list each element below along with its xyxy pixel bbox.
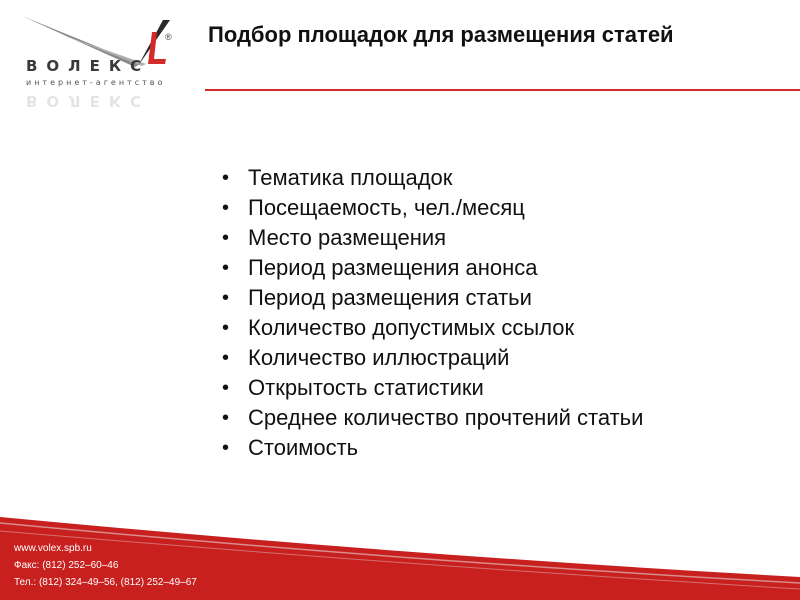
list-item-text: Тематика площадок <box>248 165 453 190</box>
list-item-text: Период размещения статьи <box>248 285 532 310</box>
criteria-list <box>222 163 643 463</box>
bullet-icon: • <box>222 287 230 309</box>
bullet-icon: • <box>222 167 230 189</box>
list-item <box>222 433 643 463</box>
list-item-text: Стоимость <box>248 435 359 460</box>
bullet-icon: • <box>222 407 230 429</box>
bullet-icon: • <box>222 377 230 399</box>
footer-phone: Тел.: (812) 324–49–56, (812) 252–49–67 <box>14 577 197 588</box>
bullet-icon: • <box>222 437 230 459</box>
list-item <box>222 193 643 223</box>
title-divider <box>205 89 800 91</box>
list-item-text: Количество допустимых ссылок <box>248 315 575 340</box>
list-item <box>222 343 643 373</box>
list-item <box>222 283 643 313</box>
bullet-icon: • <box>222 317 230 339</box>
bullet-icon: • <box>222 347 230 369</box>
list-item-text: Посещаемость, чел./месяц <box>248 195 525 220</box>
list-item <box>222 403 643 433</box>
brand-name-reflection: ВОЛЕКС <box>26 92 151 110</box>
list-item-text: Количество иллюстраций <box>248 345 510 370</box>
list-item <box>222 223 643 253</box>
brand-name: ВОЛЕКС <box>26 57 151 75</box>
brand-tagline: интернет-агентство <box>26 78 166 87</box>
footer-contacts <box>14 540 197 591</box>
bullet-icon: • <box>222 227 230 249</box>
list-item-text: Среднее количество прочтений статьи <box>248 405 644 430</box>
list-item-text: Открытость статистики <box>248 375 484 400</box>
list-item <box>222 253 643 283</box>
footer-fax: Факс: (812) 252–60–46 <box>14 560 119 571</box>
list-item <box>222 373 643 403</box>
bullet-icon: • <box>222 257 230 279</box>
list-item <box>222 313 643 343</box>
footer-website: www.volex.spb.ru <box>14 543 92 554</box>
list-item <box>222 163 643 193</box>
list-item-text: Период размещения анонса <box>248 255 538 280</box>
list-item-text: Место размещения <box>248 225 447 250</box>
page-title: Подбор площадок для размещения статей <box>208 22 674 47</box>
brand-logo <box>20 12 180 132</box>
bullet-icon: • <box>222 197 230 219</box>
registered-mark: ® <box>165 32 172 42</box>
